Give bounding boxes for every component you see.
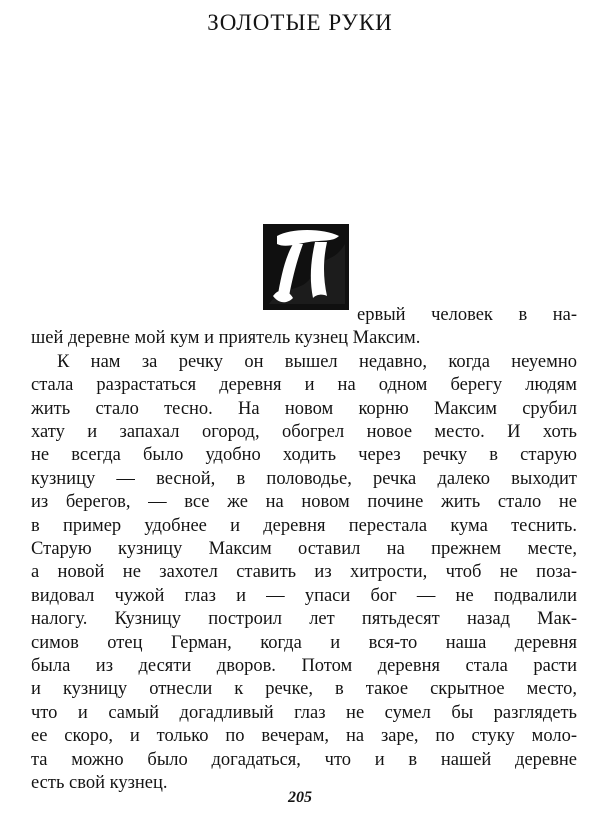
text-line: та можно было догадаться, что и в нашей деревне bbox=[31, 749, 577, 770]
text-line: налогу. Кузницу построил лет пятьдесят назад Мак- bbox=[31, 609, 577, 630]
text-line: из берегов, — все же на новом почине жить стало не bbox=[31, 492, 577, 513]
text-line: ервый человек в на- bbox=[357, 305, 577, 325]
text-line: шей деревне мой кум и приятель кузнец Максим. bbox=[31, 328, 421, 349]
text-line: ее скоро, и только по вечерам, на заре, по стуку моло- bbox=[31, 726, 577, 747]
text-line: была из десяти дворов. Потом деревня стала расти bbox=[31, 656, 577, 676]
drop-cap-letter bbox=[263, 224, 349, 310]
page-title: ЗОЛОТЫЕ РУКИ bbox=[207, 10, 393, 35]
page-number: 205 bbox=[288, 789, 312, 806]
text-line: Старую кузницу Максим оставил на прежнем месте, bbox=[31, 539, 577, 559]
text-line: в пример удобнее и деревня перестала кума теснить. bbox=[31, 515, 577, 536]
drop-cap-block bbox=[263, 224, 349, 310]
text-line: стала разрастаться деревня и на одном берегу людям bbox=[31, 375, 577, 396]
text-line: и кузницу отнесли к речке, в такое скрытное место, bbox=[31, 679, 577, 700]
text-line: кузницу — весной, в половодье, речка далеко выходит bbox=[31, 468, 577, 489]
text-line: хату и запахал огород, обогрел новое место. И хоть bbox=[31, 422, 577, 442]
text-line: видовал чужой глаз и — упаси бог — не подвалили bbox=[31, 585, 577, 606]
text-line: не всегда было удобно ходить через речку в старую bbox=[31, 445, 577, 466]
text-line: симов отец Герман, когда и вся-то наша деревня bbox=[31, 632, 577, 653]
text-line: жить стало тесно. На новом корню Максим срубил bbox=[31, 398, 577, 419]
text-line: К нам за речку он вышел недавно, когда неуемно bbox=[57, 351, 577, 372]
text-line: есть свой кузнец. bbox=[31, 773, 168, 793]
text-line: а новой не захотел ставить из хитрости, чтоб не поза- bbox=[31, 562, 577, 583]
text-line: что и самый догадливый глаз не сумел бы разглядеть bbox=[31, 702, 577, 723]
